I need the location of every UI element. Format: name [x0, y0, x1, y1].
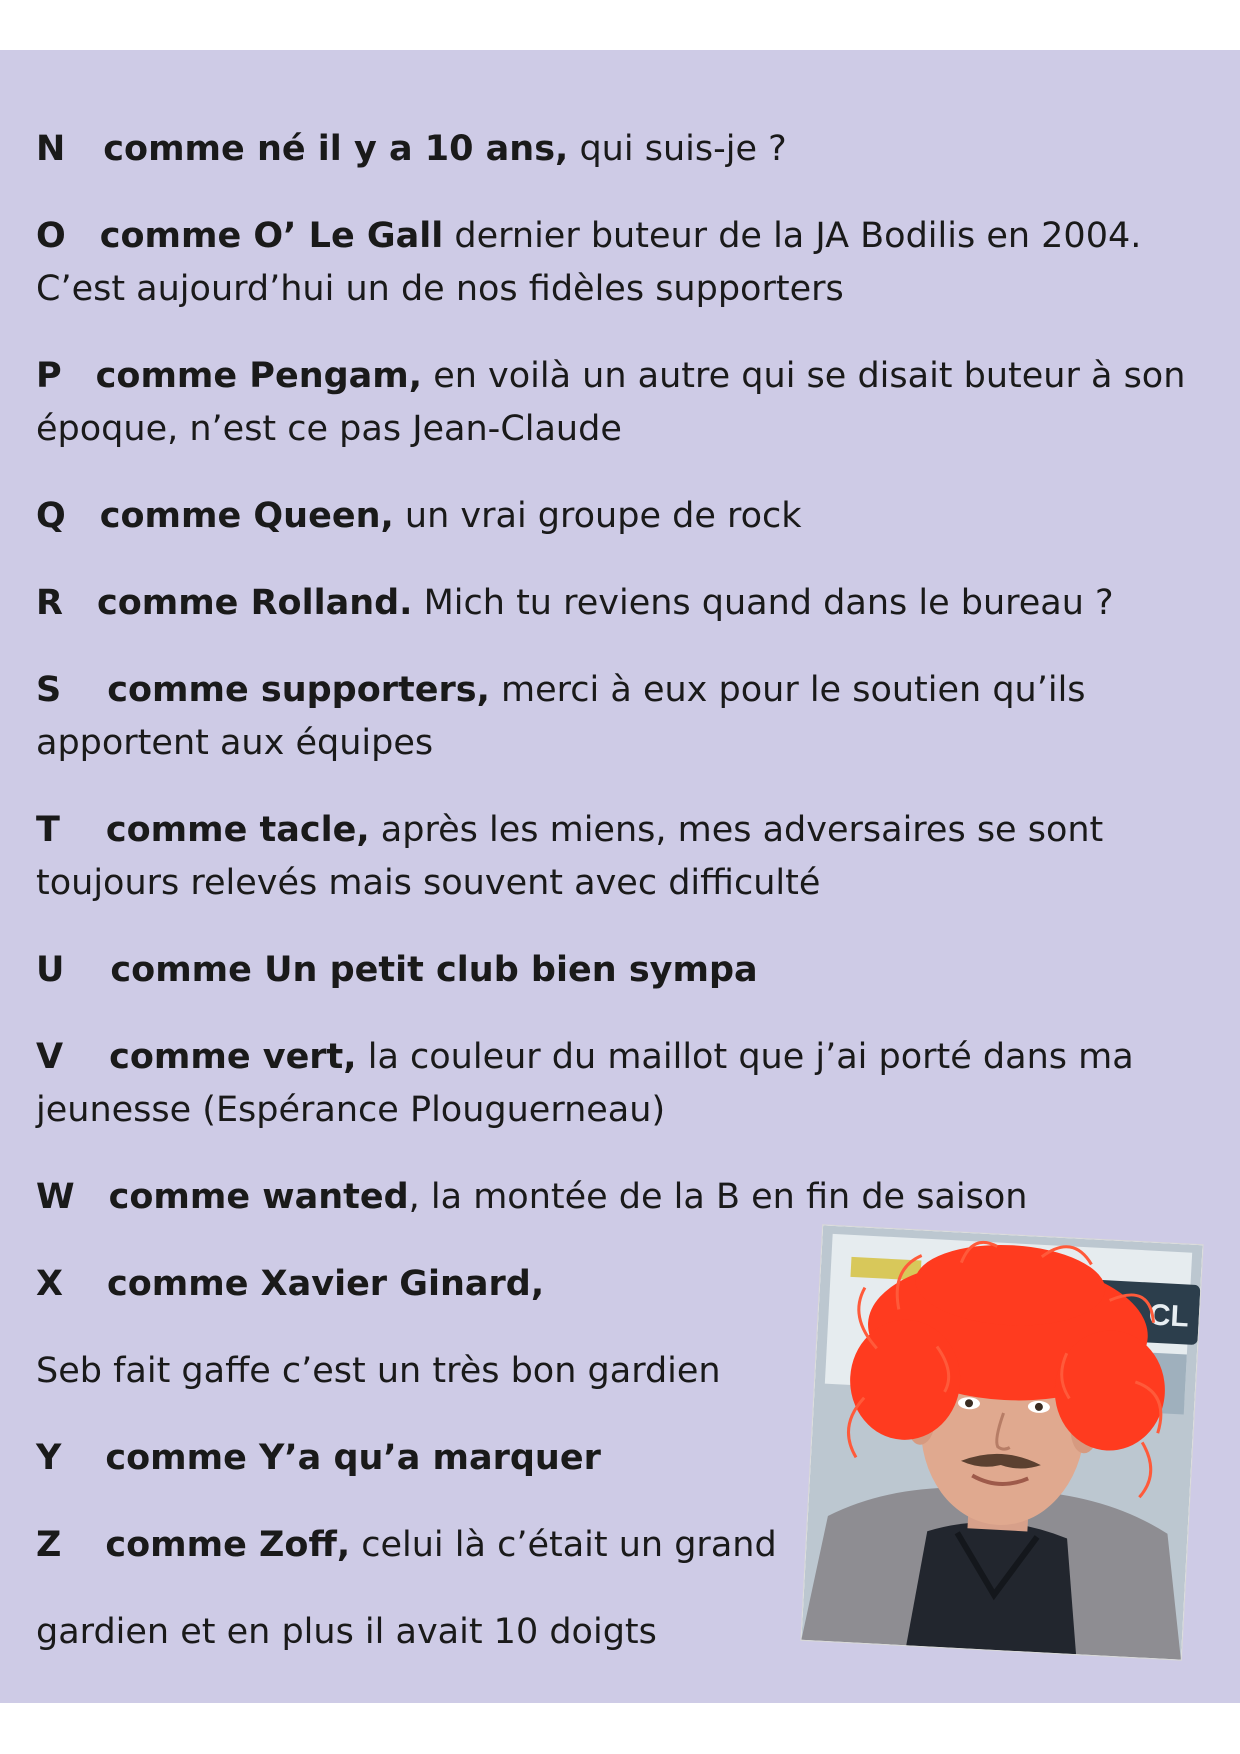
entry-o-continuation: C’est aujourd’hui un de nos fidèles supporters: [36, 269, 844, 309]
svg-text:CL: CL: [1148, 1298, 1190, 1334]
entry-t: [36, 803, 1103, 857]
entry-s-continuation: apportent aux équipes: [36, 723, 434, 763]
entry-v: [36, 1030, 1134, 1084]
entry-keyword: comme Rolland.: [96, 583, 413, 623]
entry-x: [36, 1257, 544, 1311]
entry-q: [36, 489, 802, 543]
portrait-photo: [801, 1225, 1202, 1659]
entry-letter: O: [36, 216, 66, 256]
entry-text: dernier buteur de la JA Bodilis en 2004.: [443, 216, 1142, 256]
entry-keyword: comme tacle,: [105, 810, 370, 850]
entry-keyword: comme Queen,: [99, 496, 394, 536]
entry-text: , la montée de la B en fin de saison: [408, 1177, 1028, 1217]
entry-letter: Z: [36, 1525, 62, 1565]
entry-keyword: comme Xavier Ginard,: [107, 1264, 545, 1304]
entry-text: celui là c’était un grand: [350, 1525, 777, 1565]
entry-letter: V: [36, 1037, 64, 1077]
entry-u: [36, 943, 758, 997]
entry-keyword: comme Y’a qu’a marquer: [105, 1438, 601, 1478]
entry-y: [36, 1431, 601, 1485]
entry-letter: N: [36, 129, 66, 169]
entry-keyword: comme vert,: [109, 1037, 357, 1077]
entry-r: [36, 576, 1114, 630]
entry-text: merci à eux pour le soutien qu’ils: [489, 670, 1086, 710]
entry-letter: X: [36, 1264, 63, 1304]
entry-letter: P: [36, 356, 62, 396]
entry-p-continuation: époque, n’est ce pas Jean-Claude: [36, 409, 622, 449]
entry-letter: U: [36, 950, 65, 990]
entry-keyword: comme Zoff,: [105, 1525, 351, 1565]
entry-t-continuation: toujours relevés mais souvent avec difficulté: [36, 863, 821, 903]
entry-v-continuation: jeunesse (Espérance Plouguerneau): [36, 1090, 666, 1130]
entry-text: un vrai groupe de rock: [393, 496, 802, 536]
entry-z: [36, 1518, 777, 1572]
entry-text: qui suis-je ?: [568, 129, 787, 169]
entry-n: [36, 122, 787, 176]
entry-letter: Q: [36, 496, 66, 536]
entry-letter: Y: [36, 1438, 62, 1478]
entry-p: [36, 349, 1185, 403]
entry-text: la couleur du maillot que j’ai porté dans ma: [356, 1037, 1134, 1077]
entry-keyword: comme O’ Le Gall: [99, 216, 444, 256]
entry-s: [36, 663, 1086, 717]
entry-letter: T: [36, 810, 60, 850]
entry-z-continuation: gardien et en plus il avait 10 doigts: [36, 1612, 657, 1652]
entry-text: Mich tu reviens quand dans le bureau ?: [412, 583, 1114, 623]
entry-w: [36, 1170, 1027, 1224]
entry-keyword: comme wanted: [108, 1177, 409, 1217]
portrait-illustration: [801, 1225, 1202, 1659]
entry-letter: W: [36, 1177, 75, 1217]
entry-text: après les miens, mes adversaires se sont: [369, 810, 1104, 850]
entry-keyword: comme Pengam,: [95, 356, 423, 396]
entry-text: en voilà un autre qui se disait buteur à son: [422, 356, 1186, 396]
entry-letter: S: [36, 670, 62, 710]
entry-keyword: comme supporters,: [107, 670, 490, 710]
entry-x-note: Seb fait gaffe c’est un très bon gardien: [36, 1351, 721, 1391]
entry-keyword: comme Un petit club bien sympa: [110, 950, 758, 990]
entry-letter: R: [36, 583, 63, 623]
entry-o: [36, 209, 1141, 263]
entry-keyword: comme né il y a 10 ans,: [103, 129, 569, 169]
